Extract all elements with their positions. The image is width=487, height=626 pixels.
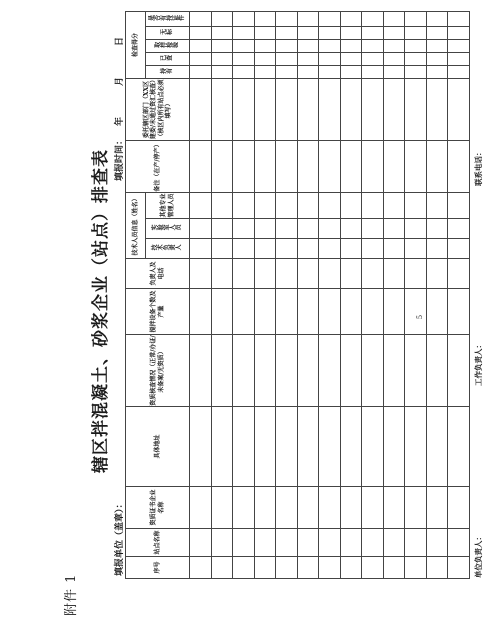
table-cell[interactable] (383, 557, 405, 579)
table-cell[interactable] (190, 78, 212, 140)
header-site-name: 站点名称 (126, 529, 190, 557)
table-cell[interactable] (190, 529, 212, 557)
table-cell[interactable] (233, 78, 255, 140)
table-cell[interactable] (340, 529, 362, 557)
table-row (426, 11, 448, 578)
table-cell[interactable] (276, 78, 298, 140)
header-insp-5: 是否有持证件 (146, 11, 190, 26)
table-cell[interactable] (426, 78, 448, 140)
table-cell[interactable] (276, 140, 298, 192)
table-cell[interactable] (276, 529, 298, 557)
table-cell[interactable] (190, 52, 212, 65)
table-row (383, 11, 405, 578)
table-cell[interactable] (426, 239, 448, 259)
table-cell[interactable] (233, 39, 255, 52)
table-cell[interactable] (340, 239, 362, 259)
header-insp-3: 取样检验 (146, 39, 190, 52)
table-cell[interactable] (448, 11, 470, 26)
table-cell[interactable] (190, 26, 212, 39)
table-cell[interactable] (190, 487, 212, 529)
table-cell[interactable] (190, 239, 212, 259)
table-cell[interactable] (319, 219, 341, 239)
table-row (362, 11, 384, 578)
year-label: 年 (115, 116, 125, 126)
table-cell[interactable] (426, 219, 448, 239)
table-cell[interactable] (254, 557, 276, 579)
table-row (190, 11, 212, 578)
table-cell[interactable] (319, 529, 341, 557)
table-cell[interactable] (276, 259, 298, 289)
table-cell[interactable] (190, 557, 212, 579)
table-cell[interactable] (211, 65, 233, 78)
table-row (448, 11, 470, 578)
table-cell[interactable] (340, 78, 362, 140)
table-cell[interactable] (190, 192, 212, 218)
table-cell[interactable] (233, 140, 255, 192)
table-cell[interactable] (276, 289, 298, 335)
table-cell[interactable] (340, 52, 362, 65)
table-cell[interactable] (233, 259, 255, 289)
table-cell[interactable] (297, 65, 319, 78)
table-cell[interactable] (340, 219, 362, 239)
header-qualified-company: 资质证书企业名称 (126, 487, 190, 529)
table-cell[interactable] (362, 557, 384, 579)
header-insp-4: 无标 (146, 26, 190, 39)
table-cell[interactable] (254, 78, 276, 140)
table-cell[interactable] (297, 487, 319, 529)
table-cell[interactable] (254, 335, 276, 407)
form-title: 辖区拌混凝土、砂浆企业（站点）排查表 (91, 149, 111, 473)
table-row (405, 11, 427, 578)
table-cell[interactable] (319, 192, 341, 218)
table-cell[interactable] (448, 259, 470, 289)
table-cell[interactable] (383, 140, 405, 192)
table-cell[interactable] (426, 140, 448, 192)
table-cell[interactable] (276, 407, 298, 487)
table-cell[interactable] (383, 289, 405, 335)
table-cell[interactable] (211, 335, 233, 407)
table-cell[interactable] (297, 39, 319, 52)
table-cell[interactable] (319, 487, 341, 529)
table-cell[interactable] (448, 65, 470, 78)
table-cell[interactable] (405, 219, 427, 239)
table-cell[interactable] (254, 259, 276, 289)
table-cell[interactable] (448, 407, 470, 487)
table-cell[interactable] (362, 239, 384, 259)
header-tech-staff: 技术人员信息（姓名） (126, 192, 146, 258)
table-cell[interactable] (297, 239, 319, 259)
header-tech-manager: 技术负责人 (146, 239, 190, 259)
table-cell[interactable] (426, 557, 448, 579)
table-cell[interactable] (254, 52, 276, 65)
table-cell[interactable] (340, 192, 362, 218)
table-cell[interactable] (233, 219, 255, 239)
table-cell[interactable] (426, 487, 448, 529)
table-cell[interactable] (211, 407, 233, 487)
table-cell[interactable] (383, 39, 405, 52)
table-cell[interactable] (362, 11, 384, 26)
table-cell[interactable] (254, 219, 276, 239)
unit-leader-label: 单位负责人： (474, 533, 483, 578)
table-cell[interactable] (233, 192, 255, 218)
table-cell[interactable] (362, 335, 384, 407)
table-row (254, 11, 276, 578)
table-cell[interactable] (448, 487, 470, 529)
table-cell[interactable] (233, 289, 255, 335)
table-cell[interactable] (297, 26, 319, 39)
table-cell[interactable] (211, 219, 233, 239)
month-label: 月 (115, 76, 125, 86)
table-cell[interactable] (190, 39, 212, 52)
table-cell[interactable] (448, 52, 470, 65)
table-cell[interactable] (211, 239, 233, 259)
table-cell[interactable] (362, 289, 384, 335)
survey-table (125, 11, 470, 579)
table-cell[interactable] (233, 487, 255, 529)
table-cell[interactable] (426, 65, 448, 78)
table-cell[interactable] (426, 26, 448, 39)
table-cell[interactable] (405, 26, 427, 39)
table-cell[interactable] (297, 335, 319, 407)
table-cell[interactable] (211, 39, 233, 52)
table-cell[interactable] (254, 65, 276, 78)
table-cell[interactable] (276, 219, 298, 239)
table-cell[interactable] (340, 487, 362, 529)
table-cell[interactable] (383, 335, 405, 407)
table-cell[interactable] (211, 78, 233, 140)
table-cell[interactable] (319, 140, 341, 192)
table-cell[interactable] (276, 192, 298, 218)
table-cell[interactable] (233, 65, 255, 78)
table-cell[interactable] (233, 529, 255, 557)
table-cell[interactable] (276, 11, 298, 26)
table-cell[interactable] (233, 407, 255, 487)
table-cell[interactable] (405, 487, 427, 529)
table-cell[interactable] (254, 192, 276, 218)
table-cell[interactable] (297, 259, 319, 289)
table-cell[interactable] (319, 407, 341, 487)
table-cell[interactable] (405, 289, 427, 335)
header-seq: 序号 (126, 557, 190, 579)
table-cell[interactable] (383, 11, 405, 26)
table-cell[interactable] (319, 259, 341, 289)
table-cell[interactable] (190, 219, 212, 239)
table-cell[interactable] (405, 52, 427, 65)
table-cell[interactable] (362, 78, 384, 140)
table-cell[interactable] (276, 65, 298, 78)
table-cell[interactable] (448, 219, 470, 239)
table-cell[interactable] (340, 26, 362, 39)
table-cell[interactable] (319, 65, 341, 78)
table-cell[interactable] (426, 11, 448, 26)
table-cell[interactable] (362, 26, 384, 39)
table-cell[interactable] (340, 140, 362, 192)
header-station-count: 搅拌设备个数及产量 (126, 289, 190, 335)
table-cell[interactable] (362, 39, 384, 52)
table-cell[interactable] (211, 52, 233, 65)
header-address: 具体地址 (126, 407, 190, 487)
table-cell[interactable] (319, 26, 341, 39)
table-cell[interactable] (319, 39, 341, 52)
table-cell[interactable] (405, 239, 427, 259)
fill-unit-label: 填报单位（盖章）： (115, 499, 125, 576)
table-cell[interactable] (297, 192, 319, 218)
table-cell[interactable] (254, 529, 276, 557)
table-cell[interactable] (383, 78, 405, 140)
table-cell[interactable] (426, 407, 448, 487)
table-cell[interactable] (405, 407, 427, 487)
contact-phone-label: 联系电话： (474, 148, 483, 186)
table-cell[interactable] (319, 11, 341, 26)
table-cell[interactable] (233, 26, 255, 39)
table-cell[interactable] (254, 407, 276, 487)
table-cell[interactable] (297, 407, 319, 487)
table-cell[interactable] (426, 192, 448, 218)
table-cell[interactable] (297, 140, 319, 192)
table-cell[interactable] (233, 335, 255, 407)
table-cell[interactable] (405, 529, 427, 557)
table-cell[interactable] (448, 239, 470, 259)
table-cell[interactable] (211, 192, 233, 218)
table-cell[interactable] (233, 52, 255, 65)
table-cell[interactable] (448, 529, 470, 557)
table-cell[interactable] (405, 39, 427, 52)
table-cell[interactable] (340, 557, 362, 579)
table-cell[interactable] (276, 487, 298, 529)
table-cell[interactable] (405, 192, 427, 218)
table-cell[interactable] (319, 239, 341, 259)
table-cell[interactable] (297, 529, 319, 557)
day-label: 日 (115, 36, 125, 46)
table-cell[interactable] (448, 557, 470, 579)
table-cell[interactable] (276, 239, 298, 259)
table-cell[interactable] (383, 52, 405, 65)
table-cell[interactable] (448, 39, 470, 52)
table-cell[interactable] (340, 407, 362, 487)
table-cell[interactable] (254, 487, 276, 529)
table-cell[interactable] (383, 26, 405, 39)
table-cell[interactable] (211, 529, 233, 557)
table-cell[interactable] (254, 289, 276, 335)
header-person-in-charge: 负责人及电话 (126, 259, 190, 289)
table-row (276, 11, 298, 578)
table-cell[interactable] (383, 219, 405, 239)
table-cell[interactable] (254, 26, 276, 39)
table-cell[interactable] (362, 140, 384, 192)
header-insp-1: 持有 (146, 65, 190, 78)
table-cell[interactable] (254, 140, 276, 192)
header-insp-2: 已查 (146, 52, 190, 65)
table-cell[interactable] (276, 557, 298, 579)
table-cell[interactable] (190, 140, 212, 192)
table-cell[interactable] (190, 407, 212, 487)
table-row (319, 11, 341, 578)
table-cell[interactable] (340, 259, 362, 289)
table-cell[interactable] (426, 39, 448, 52)
table-cell[interactable] (319, 78, 341, 140)
table-cell[interactable] (297, 78, 319, 140)
table-cell[interactable] (276, 26, 298, 39)
table-cell[interactable] (233, 557, 255, 579)
table-cell[interactable] (211, 487, 233, 529)
table-cell[interactable] (383, 65, 405, 78)
table-cell[interactable] (426, 52, 448, 65)
table-cell[interactable] (276, 39, 298, 52)
table-cell[interactable] (383, 407, 405, 487)
table-cell[interactable] (362, 487, 384, 529)
table-cell[interactable] (233, 239, 255, 259)
header-other-staff: 其他专业管理人员 (146, 192, 190, 218)
page-number: 5 (416, 314, 425, 320)
table-cell[interactable] (254, 11, 276, 26)
table-cell[interactable] (448, 26, 470, 39)
table-cell[interactable] (405, 78, 427, 140)
table-cell[interactable] (297, 289, 319, 335)
table-cell[interactable] (448, 78, 470, 140)
table-cell[interactable] (340, 39, 362, 52)
table-cell[interactable] (383, 259, 405, 289)
fill-time (112, 11, 125, 181)
table-row (340, 11, 362, 578)
table-cell[interactable] (211, 259, 233, 289)
header-inspection: 检查得分 (126, 11, 146, 78)
table-cell[interactable] (362, 52, 384, 65)
table-cell[interactable] (319, 557, 341, 579)
table-cell[interactable] (340, 11, 362, 26)
table-cell[interactable] (405, 65, 427, 78)
header-supervising-dept: 委托辖区部门（XX区建委/未通过资汇核查）（核区内所有站点必须填写） (126, 78, 190, 140)
table-cell[interactable] (383, 239, 405, 259)
fill-time-label: 填报时间： (115, 135, 125, 181)
table-cell[interactable] (405, 335, 427, 407)
table-cell[interactable] (448, 289, 470, 335)
header-lab-staff: 实验室人员 (146, 219, 190, 239)
table-cell[interactable] (340, 335, 362, 407)
table-row (233, 11, 255, 578)
table-cell[interactable] (362, 259, 384, 289)
header-qualification-status: 资质核查情况（正常/办证/未备案/无资质） (126, 335, 190, 407)
table-cell[interactable] (362, 219, 384, 239)
table-cell[interactable] (254, 239, 276, 259)
table-cell[interactable] (319, 52, 341, 65)
header-remark: 备注（在产/停产） (126, 140, 190, 192)
table-cell[interactable] (211, 557, 233, 579)
table-cell[interactable] (233, 11, 255, 26)
attachment-label: 附件 1 (64, 573, 79, 616)
table-cell[interactable] (383, 529, 405, 557)
table-cell[interactable] (297, 52, 319, 65)
table-cell[interactable] (340, 289, 362, 335)
table-cell[interactable] (448, 335, 470, 407)
table-cell[interactable] (190, 65, 212, 78)
table-row (211, 11, 233, 578)
table-cell[interactable] (405, 557, 427, 579)
table-cell[interactable] (297, 11, 319, 26)
work-leader-label: 工作负责人： (474, 341, 483, 386)
table-row (297, 11, 319, 578)
table-cell[interactable] (405, 259, 427, 289)
table-cell[interactable] (340, 65, 362, 78)
table-cell[interactable] (276, 52, 298, 65)
table-cell[interactable] (190, 259, 212, 289)
table-cell[interactable] (211, 11, 233, 26)
table-cell[interactable] (297, 219, 319, 239)
table-cell[interactable] (211, 26, 233, 39)
table-cell[interactable] (254, 39, 276, 52)
table-cell[interactable] (319, 289, 341, 335)
table-cell[interactable] (383, 192, 405, 218)
table-cell[interactable] (362, 529, 384, 557)
table-cell[interactable] (211, 140, 233, 192)
table-cell[interactable] (190, 289, 212, 335)
table-cell[interactable] (448, 192, 470, 218)
table-cell[interactable] (426, 289, 448, 335)
table-cell[interactable] (405, 11, 427, 26)
table-body (190, 11, 470, 578)
table-cell[interactable] (362, 192, 384, 218)
table-cell[interactable] (426, 259, 448, 289)
table-cell[interactable] (297, 557, 319, 579)
table-cell[interactable] (426, 529, 448, 557)
table-cell[interactable] (190, 11, 212, 26)
table-cell[interactable] (426, 335, 448, 407)
table-cell[interactable] (362, 407, 384, 487)
table-cell[interactable] (276, 335, 298, 407)
table-cell[interactable] (383, 487, 405, 529)
table-cell[interactable] (319, 335, 341, 407)
table-cell[interactable] (190, 335, 212, 407)
table-cell[interactable] (405, 140, 427, 192)
table-cell[interactable] (211, 289, 233, 335)
table-cell[interactable] (448, 140, 470, 192)
table-cell[interactable] (362, 65, 384, 78)
